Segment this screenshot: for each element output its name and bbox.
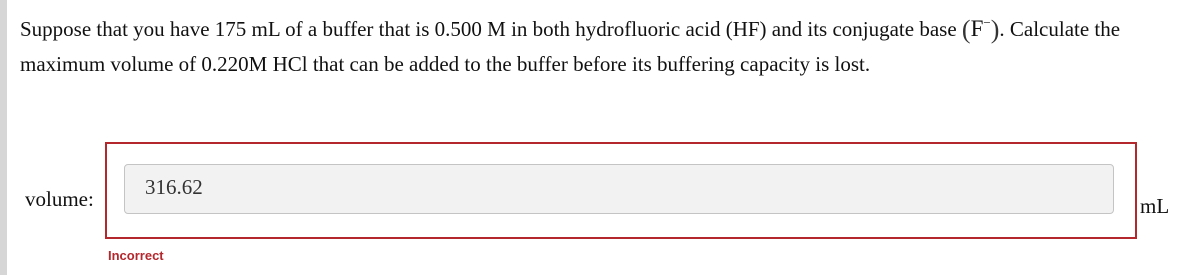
- formula-open-paren: (: [961, 15, 971, 44]
- question-text: [20, 6, 1190, 81]
- question-text-part-2: . Calculate the maximum volume of 0.220M HCl that can be added to the buffer before its buffering capacity is lost.: [20, 17, 1121, 76]
- volume-input[interactable]: 316.62: [124, 164, 1114, 214]
- conjugate-base-formula: [962, 6, 999, 47]
- feedback-status: Incorrect: [108, 248, 164, 263]
- formula-symbol: F: [970, 16, 984, 41]
- unit-label: mL: [1140, 194, 1170, 218]
- answer-frame-incorrect: [105, 142, 1137, 239]
- left-margin-rule: [0, 0, 7, 275]
- volume-label: volume:: [25, 187, 94, 211]
- formula-charge: −: [983, 15, 991, 30]
- formula-close-paren: ): [990, 15, 1000, 44]
- question-text-part-1: Suppose that you have 175 mL of a buffer that is 0.500 M in both hydrofluoric acid (HF) and its conjugate base: [20, 17, 962, 41]
